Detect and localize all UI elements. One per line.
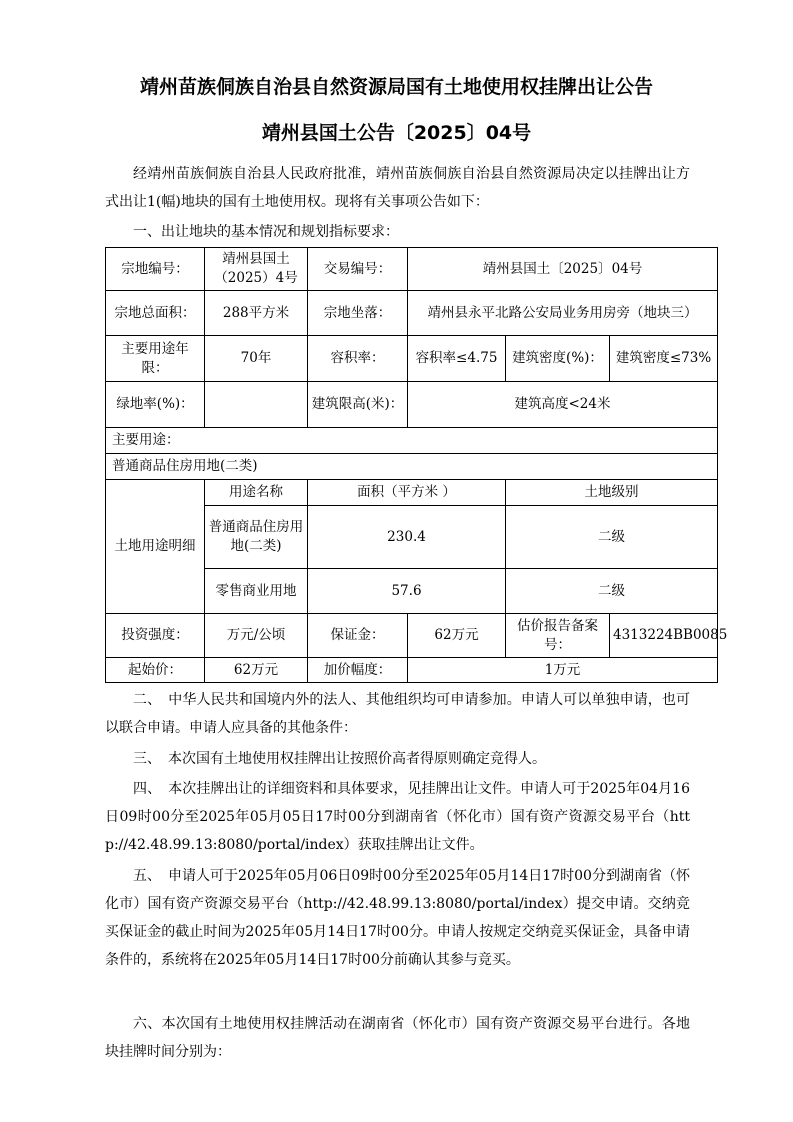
table-label: 主要用途年限： (106, 336, 205, 382)
appraisal-number-value: 4313224BB0085 (610, 614, 718, 658)
announcement-title: 靖州苗族侗族自治县自然资源局国有土地使用权挂牌出让公告 (139, 76, 653, 98)
table-row (106, 454, 718, 480)
announcement-number: 靖州县国土公告〔2025〕04号 (261, 122, 532, 144)
paragraph-5: 五、 申请人可于2025年05月06日09时00分至2025年05月14日17时00分到湖南省（怀化市）国有资产资源交易平台（http://42.48.99.13:8080/portal/index）提交申请。交纳竞买保证金的截止时间为2025年05月14日17时00分。申请人按规定交纳竞买保证金，具备申请条件的，系统将在2025年05月14日17时00分前确认其参与竞买。 (105, 868, 690, 968)
parcel-number-value: 靖州县国土（2025）4号 (205, 248, 308, 291)
table-label: 保证金： (308, 614, 408, 658)
paragraph-4: 四、 本次挂牌出让的详细资料和具体要求，见挂牌出让文件。申请人可于2025年04月16日09时00分至2025年05月05日17时00分到湖南省（怀化市）国有资产资源交易平台（http://42.48.99.13:8080/portal/index）获取挂牌出让文件。 (105, 781, 690, 853)
use-grade-cell: 二级 (506, 506, 718, 569)
table-label: 主要用途： (106, 428, 718, 454)
investment-intensity-value: 万元/公顷 (205, 614, 308, 658)
location-value: 靖州县永平北路公安局业务用房旁（地块三） (408, 291, 718, 336)
table-label: 容积率： (308, 336, 408, 382)
table-label: 宗地总面积： (106, 291, 205, 336)
table-label: 起始价： (106, 658, 205, 683)
table-label: 建筑密度(%)： (506, 336, 610, 382)
use-area-cell: 230.4 (308, 506, 506, 569)
parcel-info-table (105, 247, 728, 683)
table-label: 投资强度： (106, 614, 205, 658)
table-label: 加价幅度： (308, 658, 408, 683)
table-row (106, 291, 718, 336)
intro-paragraph: 经靖州苗族侗族自治县人民政府批准，靖州苗族侗族自治县自然资源局决定以挂牌出让方式出让1(幅)地块的国有土地使用权。现将有关事项公告如下： (105, 166, 690, 210)
term-value: 70年 (205, 336, 308, 382)
deposit-value: 62万元 (408, 614, 506, 658)
building-density-value: 建筑密度≤73% (610, 336, 718, 382)
table-label: 估价报告备案号： (506, 614, 610, 658)
transaction-number-value: 靖州县国土〔2025〕04号 (408, 248, 718, 291)
use-grade-cell: 二级 (506, 569, 718, 614)
bid-increment-value: 1万元 (408, 658, 718, 683)
height-limit-value: 建筑高度<24米 (408, 382, 718, 428)
use-name-cell: 普通商品住房用地(二类) (205, 506, 308, 569)
paragraph-6: 六、本次国有土地使用权挂牌活动在湖南省（怀化市）国有资产资源交易平台进行。各地块挂牌时间分别为： (105, 1016, 690, 1060)
paragraph-2: 二、 中华人民共和国境内外的法人、其他组织均可申请参加。申请人可以单独申请，也可以联合申请。申请人应具备的其他条件： (105, 692, 690, 736)
section-1-heading: 一、出让地块的基本情况和规划指标要求： (133, 224, 399, 240)
table-row (106, 658, 718, 683)
green-ratio-value (205, 382, 308, 428)
table-row (106, 614, 718, 658)
use-area-cell: 57.6 (308, 569, 506, 614)
table-row (106, 336, 718, 382)
table-label: 宗地编号： (106, 248, 205, 291)
table-row (106, 248, 718, 291)
table-row (106, 480, 718, 506)
column-header: 面积（平方米 ） (308, 480, 506, 506)
starting-price-value: 62万元 (205, 658, 308, 683)
paragraph-3: 三、 本次国有土地使用权挂牌出让按照价高者得原则确定竞得人。 (133, 751, 546, 767)
table-row (106, 382, 718, 428)
use-name-cell: 零售商业用地 (205, 569, 308, 614)
main-use-value: 普通商品住房用地(二类) (106, 454, 718, 480)
table-label: 绿地率(%)： (106, 382, 205, 428)
table-row (106, 428, 718, 454)
column-header: 土地级别 (506, 480, 718, 506)
table-label: 宗地坐落： (308, 291, 408, 336)
total-area-value: 288平方米 (205, 291, 308, 336)
table-label: 建筑限高(米)： (308, 382, 408, 428)
table-label: 土地用途明细 (106, 480, 205, 614)
plot-ratio-value: 容积率≤4.75 (408, 336, 506, 382)
column-header: 用途名称 (205, 480, 308, 506)
table-label: 交易编号： (308, 248, 408, 291)
